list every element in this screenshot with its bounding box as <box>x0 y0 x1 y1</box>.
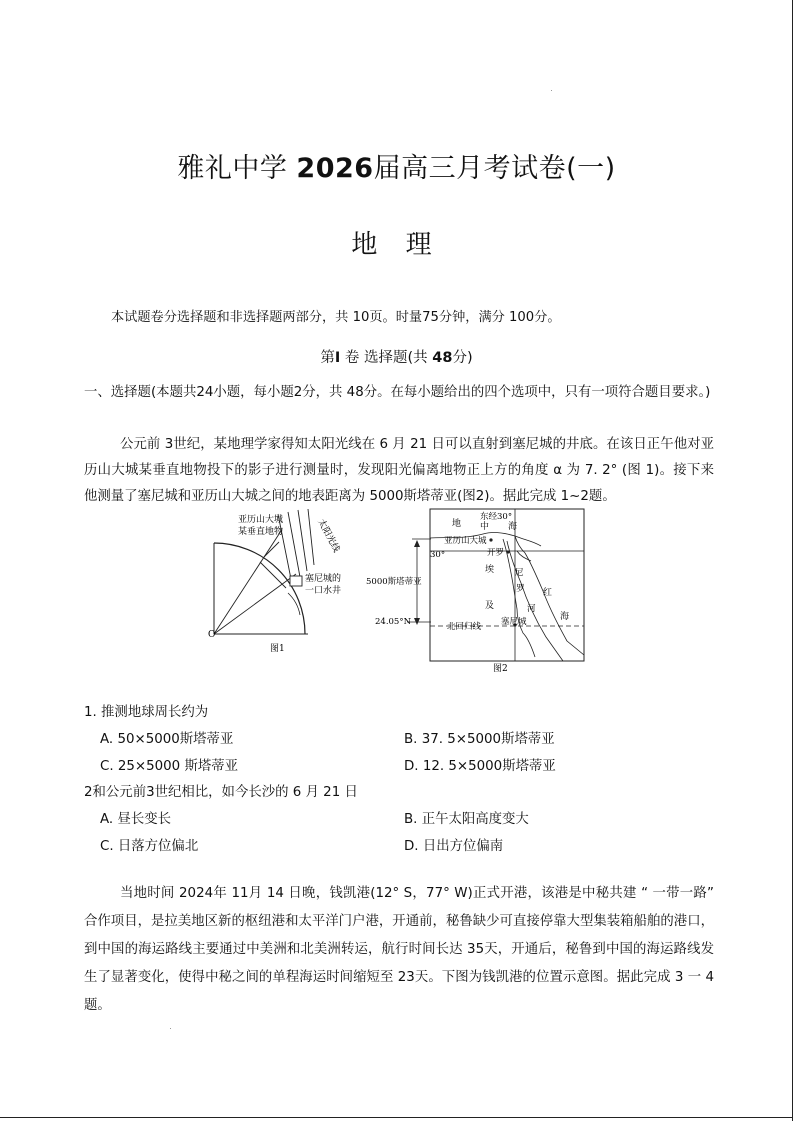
exam-intro: 本试题卷分选择题和非选择题两部分，共 10页。时量75分钟，满分 100分。 <box>111 310 561 325</box>
fig2-label-sea-2: 中 <box>480 522 490 532</box>
fig1-label-well-1: 塞尼城的 <box>305 574 342 584</box>
q1-option-a[interactable]: A. 50×5000斯塔蒂亚 <box>100 732 234 747</box>
fig2-label-egypt-1: 埃 <box>485 565 495 575</box>
fig2-label-lon: 东经30° <box>480 512 513 522</box>
passage-2: 当地时间 2024年 11月 14 日晚，钱凯港(12° S，77° W)正式开港，该港是中秘共建 “ 一带一路” 合作项目，是拉美地区新的枢纽港和太平洋门户港，开通前，秘鲁缺少可直接停靠大型集装箱船舶的港口，到中国的海运路线主要通过中美洲和北美洲转运，航行时间长达 35天，开通后，秘鲁到中国的海运路线发生了显著变化，使得中秘之间的单程海运时间缩短至 23天。下图为钱凯港的位置示意图。据此完成 3 一 4题。 <box>84 886 714 1013</box>
fig2-label-sea-3: 海 <box>508 522 518 532</box>
section-heading: 第I 卷 选择题(共 48分) <box>320 350 473 366</box>
fig2-label-nile-2: 罗 <box>516 584 525 594</box>
fig2-caption: 图2 <box>493 664 508 674</box>
fig2-label-red-1: 红 <box>543 588 553 598</box>
q2-option-c[interactable]: C. 日落方位偏北 <box>100 839 199 854</box>
fig2-label-syene: 塞尼城 <box>501 617 527 627</box>
q2-option-b[interactable]: B. 正午太阳高度变大 <box>404 812 529 827</box>
exam-title: 雅礼中学 2026届高三月考试卷(一) <box>177 153 616 184</box>
fig1-label-well-2: 一口水井 <box>305 586 342 596</box>
fig1-label-sun: 太阳光线 <box>315 517 342 555</box>
q1-option-d[interactable]: D. 12. 5×5000斯塔蒂亚 <box>404 759 556 774</box>
question-1-stem: 1. 推测地球周长约为 <box>84 705 209 720</box>
q1-option-c[interactable]: C. 25×5000 斯塔蒂亚 <box>100 759 239 774</box>
fig2-label-lat24: 24.05°N <box>375 617 412 627</box>
fig1-origin: O <box>208 630 216 640</box>
fig1-caption: 图1 <box>270 644 285 654</box>
subject-heading: 地 理 <box>351 230 442 260</box>
question-2-stem: 2和公元前3世纪相比，如今长沙的 6 月 21 日 <box>84 785 358 800</box>
fig1-label-alex-1: 亚历山大城 <box>238 515 284 525</box>
fig2-label-nile-1: 尼 <box>515 568 524 578</box>
q2-option-d[interactable]: D. 日出方位偏南 <box>404 839 504 854</box>
fig2-label-cairo: 开罗 <box>487 548 505 558</box>
scan-speck <box>551 90 552 91</box>
fig1-label-alex-2: 某垂直地物 <box>238 527 284 537</box>
q2-option-a[interactable]: A. 昼长变长 <box>100 812 171 827</box>
fig2-label-egypt-2: 及 <box>485 601 495 611</box>
fig2-label-nile-3: 河 <box>527 604 536 614</box>
fig2-label-sea-1: 地 <box>452 519 462 529</box>
instructions: 一、选择题(本题共24小题，每小题2分，共 48分。在每小题给出的四个选项中，只有一项符合题目要求。) <box>84 385 711 400</box>
page-edge-bottom <box>0 1117 793 1118</box>
scan-speck <box>170 1028 171 1029</box>
passage-1: 公元前 3世纪，某地理学家得知太阳光线在 6 月 21 日可以直射到塞尼城的井底。在该日正午他对亚历山大城某垂直地物投下的影子进行测量时，发现阳光偏离地物正上方的角度 α 为 7. 2° (图 1)。接下来他测量了塞尼城和亚历山大城之间的地表距离为 5000斯塔蒂亚(图2)。据此完成 1~2题。 <box>84 437 714 504</box>
figure-1 <box>200 505 360 655</box>
fig2-label-dist: 5000斯塔蒂亚 <box>366 577 422 587</box>
figure-2 <box>365 505 590 675</box>
fig2-label-tropic: 北回归线 <box>447 622 482 632</box>
q1-option-b[interactable]: B. 37. 5×5000斯塔蒂亚 <box>404 732 555 747</box>
fig2-label-lat30: 30° <box>430 550 446 560</box>
fig2-label-red-2: 海 <box>560 612 570 622</box>
fig2-label-alex: 亚历山大城 <box>444 536 487 546</box>
